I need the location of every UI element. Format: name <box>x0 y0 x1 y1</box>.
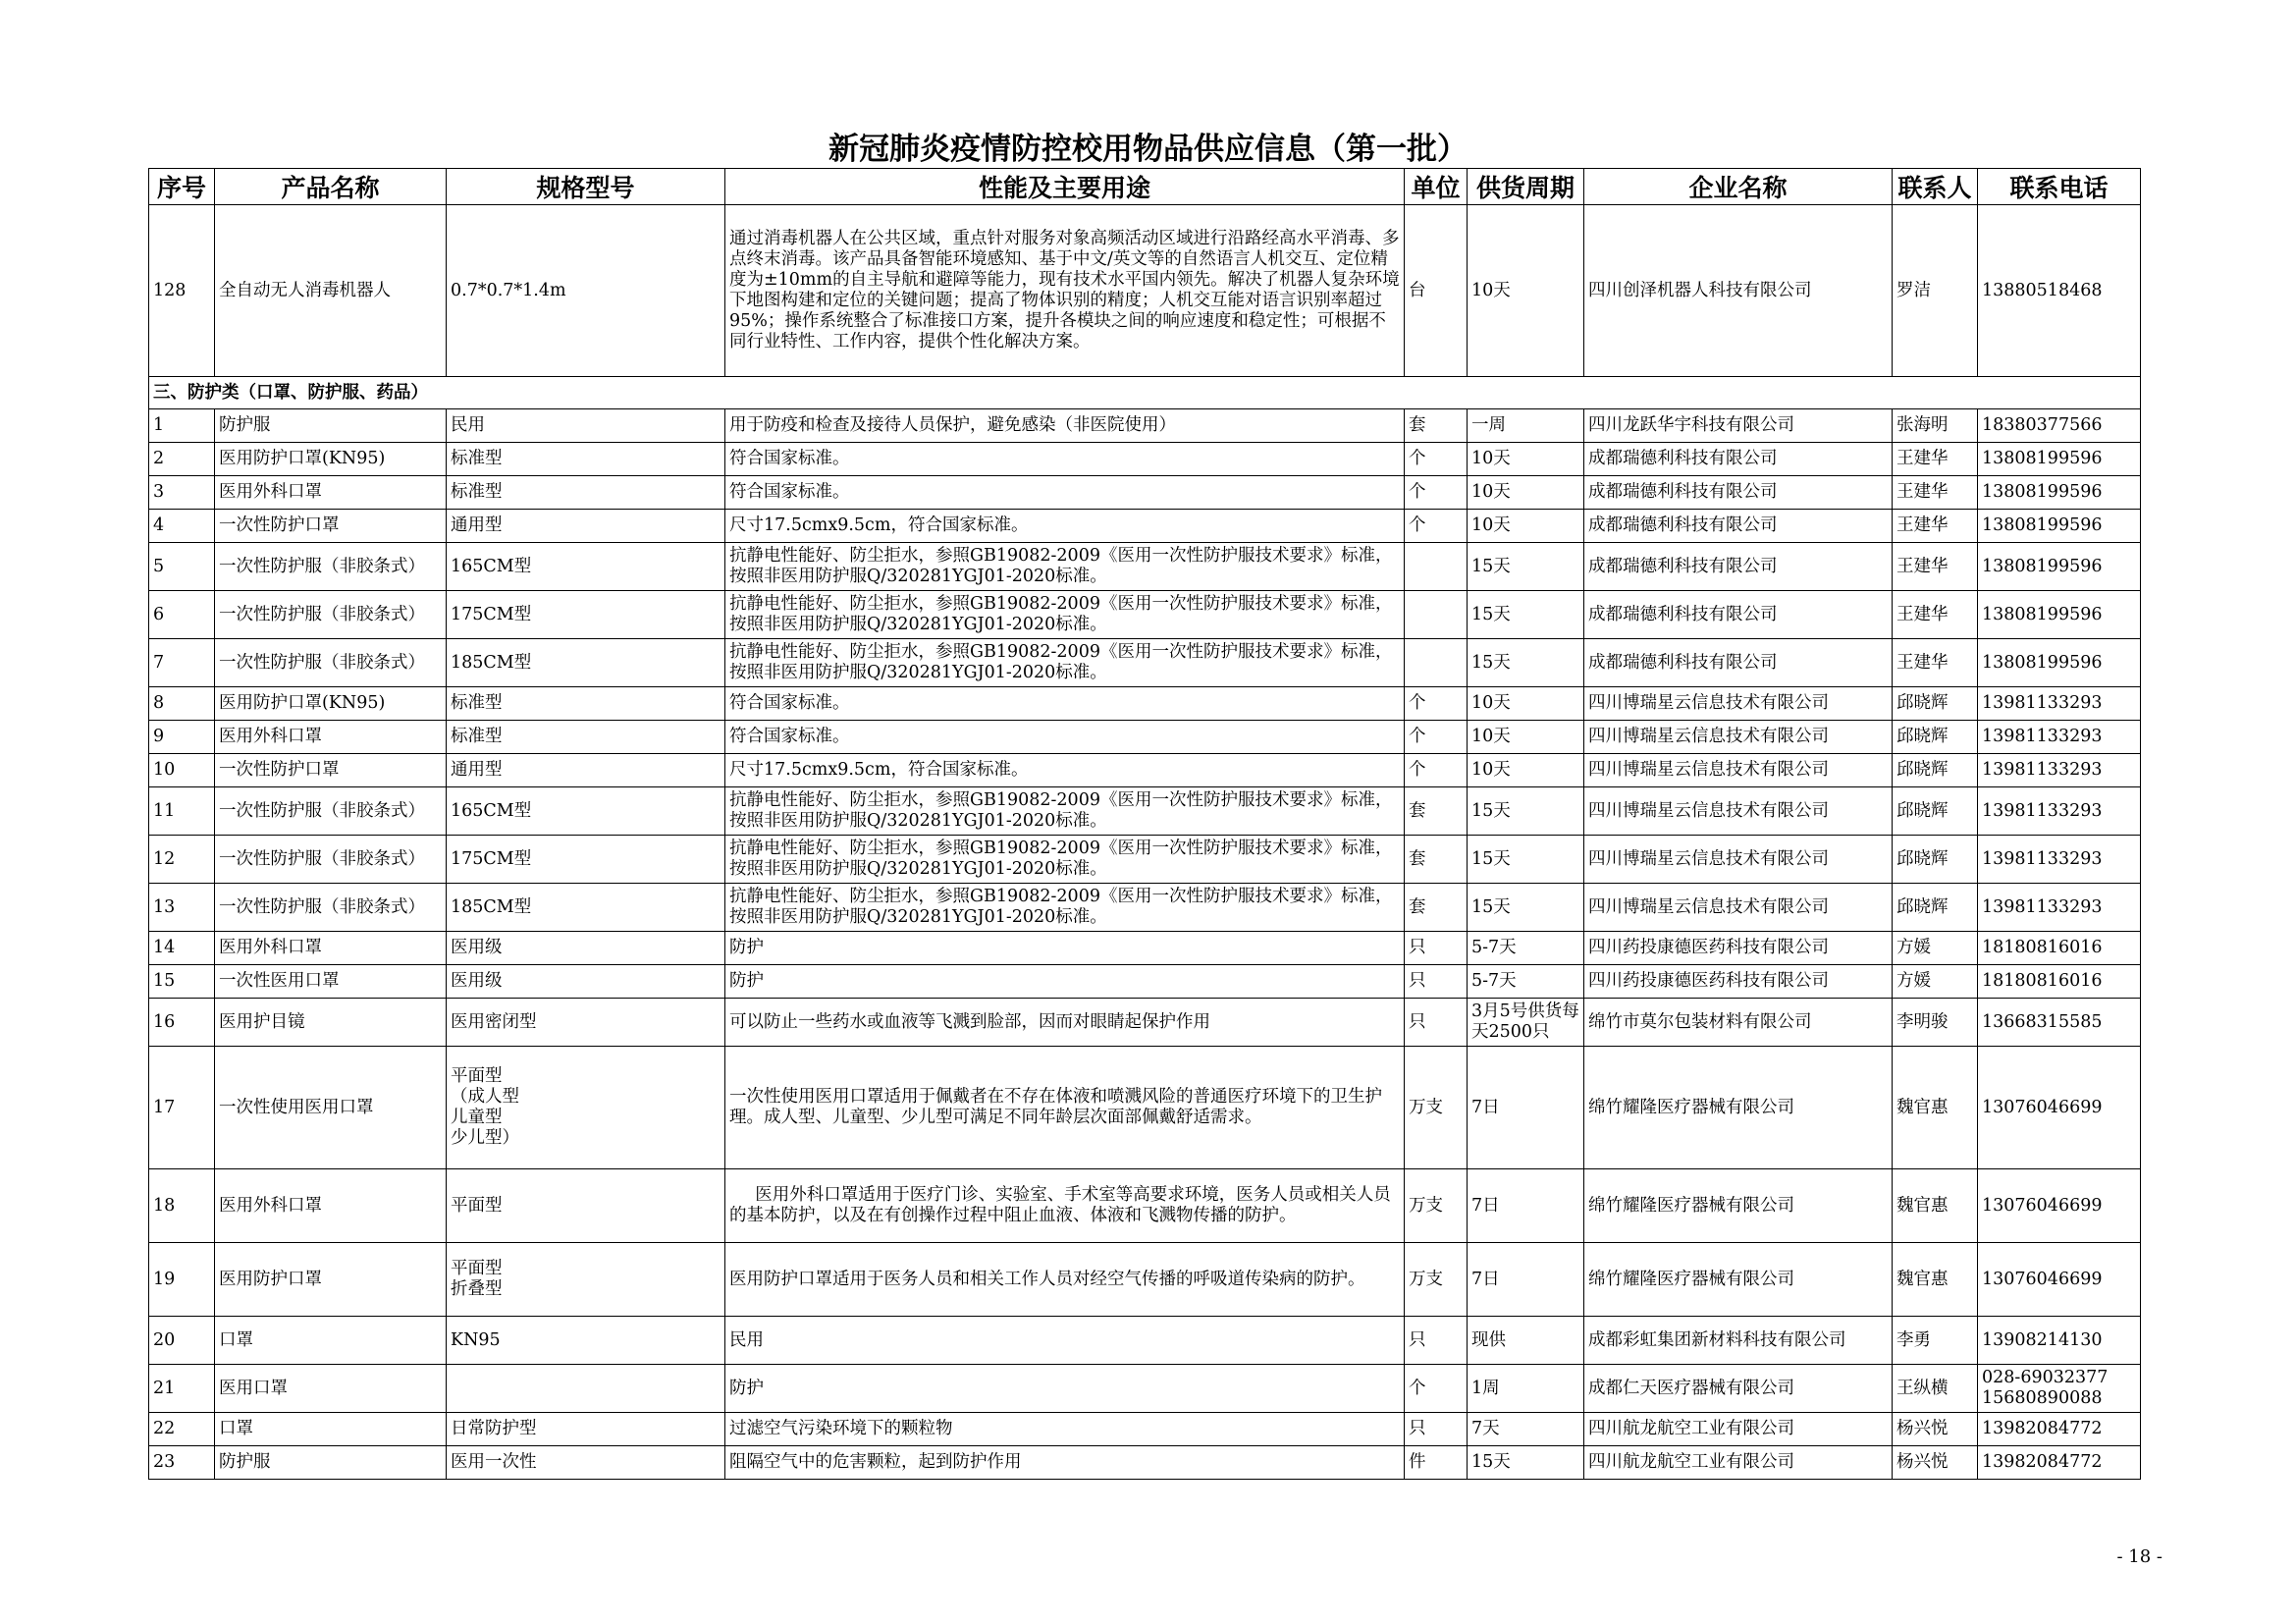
cell-company: 四川创泽机器人科技有限公司 <box>1584 205 1893 377</box>
cell-company: 成都瑞德利科技有限公司 <box>1584 510 1893 543</box>
cell-phone: 028-69032377 15680890088 <box>1978 1365 2141 1413</box>
cell-name: 医用口罩 <box>215 1365 447 1413</box>
cell-contact: 邱晓辉 <box>1893 687 1978 721</box>
cell-name: 口罩 <box>215 1317 447 1365</box>
cell-contact: 罗洁 <box>1893 205 1978 377</box>
cell-no: 22 <box>149 1413 215 1446</box>
cell-contact: 李勇 <box>1893 1317 1978 1365</box>
cell-no: 5 <box>149 543 215 591</box>
table-row <box>149 1047 2141 1169</box>
cell-name: 医用护目镜 <box>215 999 447 1047</box>
cell-company: 四川药投康德医药科技有限公司 <box>1584 932 1893 965</box>
table-row <box>149 639 2141 687</box>
cell-period: 一周 <box>1468 409 1584 443</box>
cell-contact: 王建华 <box>1893 510 1978 543</box>
cell-unit <box>1405 639 1468 687</box>
cell-no: 11 <box>149 787 215 836</box>
cell-phone: 13076046699 <box>1978 1169 2141 1243</box>
cell-phone: 13076046699 <box>1978 1047 2141 1169</box>
cell-no: 23 <box>149 1446 215 1480</box>
cell-company: 成都瑞德利科技有限公司 <box>1584 476 1893 510</box>
cell-name: 一次性防护服（非胶条式） <box>215 543 447 591</box>
cell-usage: 可以防止一些药水或血液等飞溅到脸部，因而对眼睛起保护作用 <box>725 999 1405 1047</box>
cell-spec: 通用型 <box>447 510 725 543</box>
cell-spec: 民用 <box>447 409 725 443</box>
table-row <box>149 721 2141 754</box>
cell-period: 10天 <box>1468 476 1584 510</box>
cell-company: 成都彩虹集团新材料科技有限公司 <box>1584 1317 1893 1365</box>
header-name: 产品名称 <box>215 169 447 205</box>
cell-unit <box>1405 543 1468 591</box>
cell-phone: 13808199596 <box>1978 639 2141 687</box>
cell-spec: 医用级 <box>447 965 725 999</box>
cell-contact: 王建华 <box>1893 591 1978 639</box>
cell-contact: 魏官惠 <box>1893 1047 1978 1169</box>
cell-contact: 邱晓辉 <box>1893 836 1978 884</box>
cell-unit: 个 <box>1405 721 1468 754</box>
cell-no: 1 <box>149 409 215 443</box>
cell-unit: 万支 <box>1405 1243 1468 1317</box>
cell-spec: KN95 <box>447 1317 725 1365</box>
cell-no: 18 <box>149 1169 215 1243</box>
cell-phone: 13808199596 <box>1978 510 2141 543</box>
cell-spec: 175CM型 <box>447 836 725 884</box>
cell-no: 20 <box>149 1317 215 1365</box>
cell-no: 9 <box>149 721 215 754</box>
cell-unit: 只 <box>1405 1413 1468 1446</box>
cell-no: 7 <box>149 639 215 687</box>
cell-phone: 13076046699 <box>1978 1243 2141 1317</box>
cell-spec: 标准型 <box>447 721 725 754</box>
cell-contact: 邱晓辉 <box>1893 754 1978 787</box>
cell-no: 6 <box>149 591 215 639</box>
cell-name: 医用外科口罩 <box>215 1169 447 1243</box>
cell-unit: 只 <box>1405 932 1468 965</box>
cell-contact: 邱晓辉 <box>1893 884 1978 932</box>
cell-usage: 符合国家标准。 <box>725 476 1405 510</box>
cell-company: 四川航龙航空工业有限公司 <box>1584 1413 1893 1446</box>
table-row <box>149 443 2141 476</box>
cell-period: 10天 <box>1468 754 1584 787</box>
cell-spec: 0.7*0.7*1.4m <box>447 205 725 377</box>
cell-phone: 13982084772 <box>1978 1413 2141 1446</box>
cell-spec: 标准型 <box>447 443 725 476</box>
cell-unit: 个 <box>1405 1365 1468 1413</box>
cell-company: 成都仁天医疗器械有限公司 <box>1584 1365 1893 1413</box>
cell-phone: 13808199596 <box>1978 443 2141 476</box>
cell-period: 10天 <box>1468 205 1584 377</box>
cell-unit <box>1405 591 1468 639</box>
cell-no: 10 <box>149 754 215 787</box>
header-spec: 规格型号 <box>447 169 725 205</box>
cell-period: 15天 <box>1468 543 1584 591</box>
cell-unit: 个 <box>1405 754 1468 787</box>
cell-no: 16 <box>149 999 215 1047</box>
cell-unit: 个 <box>1405 443 1468 476</box>
header-contact: 联系人 <box>1893 169 1978 205</box>
header-row <box>149 169 2141 205</box>
cell-usage: 防护 <box>725 1365 1405 1413</box>
cell-unit: 万支 <box>1405 1169 1468 1243</box>
cell-company: 绵竹市莫尔包装材料有限公司 <box>1584 999 1893 1047</box>
cell-usage: 尺寸17.5cmx9.5cm，符合国家标准。 <box>725 510 1405 543</box>
cell-usage: 阻隔空气中的危害颗粒，起到防护作用 <box>725 1446 1405 1480</box>
cell-period: 5-7天 <box>1468 965 1584 999</box>
cell-company: 四川龙跃华宇科技有限公司 <box>1584 409 1893 443</box>
cell-usage: 通过消毒机器人在公共区域，重点针对服务对象高频活动区域进行沿路经高水平消毒、多点终末消毒。该产品具备智能环境感知、基于中文/英文等的自然语言人机交互、定位精度为±10mm的自主导航和避障等能力，现有技术水平国内领先。解决了机器人复杂环境下地图构建和定位的关键问题；提高了物体识别的精度；人机交互能对语言识别率超过95%；操作系统整合了标准接口方案，提升各模块之间的响应速度和稳定性；可根据不同行业特性、工作内容，提供个性化解决方案。 <box>725 205 1405 377</box>
cell-company: 四川博瑞星云信息技术有限公司 <box>1584 884 1893 932</box>
cell-unit: 个 <box>1405 476 1468 510</box>
cell-contact: 邱晓辉 <box>1893 721 1978 754</box>
cell-spec: 175CM型 <box>447 591 725 639</box>
cell-phone: 13981133293 <box>1978 754 2141 787</box>
page-number: - 18 - <box>2116 1546 2163 1567</box>
table-row <box>149 510 2141 543</box>
table-row <box>149 687 2141 721</box>
cell-period: 7日 <box>1468 1169 1584 1243</box>
cell-usage: 医用防护口罩适用于医务人员和相关工作人员对经空气传播的呼吸道传染病的防护。 <box>725 1243 1405 1317</box>
cell-no: 8 <box>149 687 215 721</box>
cell-company: 成都瑞德利科技有限公司 <box>1584 443 1893 476</box>
cell-unit: 台 <box>1405 205 1468 377</box>
cell-period: 15天 <box>1468 639 1584 687</box>
cell-unit: 只 <box>1405 999 1468 1047</box>
cell-phone: 18180816016 <box>1978 965 2141 999</box>
cell-unit: 套 <box>1405 787 1468 836</box>
cell-phone: 13880518468 <box>1978 205 2141 377</box>
cell-company: 四川博瑞星云信息技术有限公司 <box>1584 836 1893 884</box>
table-row <box>149 1413 2141 1446</box>
cell-usage: 抗静电性能好、防尘拒水，参照GB19082-2009《医用一次性防护服技术要求》标准，按照非医用防护服Q/320281YGJ01-2020标准。 <box>725 836 1405 884</box>
header-phone: 联系电话 <box>1978 169 2141 205</box>
cell-no: 128 <box>149 205 215 377</box>
table-row <box>149 965 2141 999</box>
cell-spec: 185CM型 <box>447 639 725 687</box>
cell-unit: 件 <box>1405 1446 1468 1480</box>
cell-phone: 18380377566 <box>1978 409 2141 443</box>
cell-name: 一次性防护服（非胶条式） <box>215 836 447 884</box>
cell-company: 四川航龙航空工业有限公司 <box>1584 1446 1893 1480</box>
cell-period: 10天 <box>1468 443 1584 476</box>
cell-no: 15 <box>149 965 215 999</box>
table-row <box>149 884 2141 932</box>
cell-contact: 方媛 <box>1893 932 1978 965</box>
cell-company: 成都瑞德利科技有限公司 <box>1584 639 1893 687</box>
cell-usage: 抗静电性能好、防尘拒水，参照GB19082-2009《医用一次性防护服技术要求》标准，按照非医用防护服Q/320281YGJ01-2020标准。 <box>725 543 1405 591</box>
cell-phone: 13808199596 <box>1978 543 2141 591</box>
section-title: 三、防护类（口罩、防护服、药品） <box>149 377 2141 409</box>
cell-name: 一次性使用医用口罩 <box>215 1047 447 1169</box>
cell-no: 13 <box>149 884 215 932</box>
cell-contact: 方媛 <box>1893 965 1978 999</box>
cell-company: 四川药投康德医药科技有限公司 <box>1584 965 1893 999</box>
table-row <box>149 836 2141 884</box>
cell-company: 成都瑞德利科技有限公司 <box>1584 591 1893 639</box>
cell-contact: 魏官惠 <box>1893 1243 1978 1317</box>
cell-period: 15天 <box>1468 787 1584 836</box>
cell-name: 一次性防护服（非胶条式） <box>215 884 447 932</box>
cell-name: 口罩 <box>215 1413 447 1446</box>
cell-usage: 民用 <box>725 1317 1405 1365</box>
cell-usage: 抗静电性能好、防尘拒水，参照GB19082-2009《医用一次性防护服技术要求》标准，按照非医用防护服Q/320281YGJ01-2020标准。 <box>725 787 1405 836</box>
cell-usage: 防护 <box>725 965 1405 999</box>
table-row <box>149 1365 2141 1413</box>
cell-phone: 13981133293 <box>1978 884 2141 932</box>
section-row <box>149 377 2141 409</box>
header-usage: 性能及主要用途 <box>725 169 1405 205</box>
cell-usage: 防护 <box>725 932 1405 965</box>
cell-phone: 13981133293 <box>1978 721 2141 754</box>
cell-period: 10天 <box>1468 687 1584 721</box>
cell-unit: 万支 <box>1405 1047 1468 1169</box>
cell-name: 医用防护口罩(KN95) <box>215 687 447 721</box>
table-row <box>149 476 2141 510</box>
cell-contact: 李明骏 <box>1893 999 1978 1047</box>
cell-spec: 平面型 （成人型 儿童型 少儿型） <box>447 1047 725 1169</box>
cell-contact: 王建华 <box>1893 543 1978 591</box>
cell-name: 医用防护口罩 <box>215 1243 447 1317</box>
cell-unit: 个 <box>1405 510 1468 543</box>
header-no: 序号 <box>149 169 215 205</box>
table-row-128 <box>149 205 2141 377</box>
cell-phone: 13981133293 <box>1978 787 2141 836</box>
cell-period: 15天 <box>1468 1446 1584 1480</box>
cell-name: 医用防护口罩(KN95) <box>215 443 447 476</box>
cell-unit: 只 <box>1405 965 1468 999</box>
cell-name: 一次性防护服（非胶条式） <box>215 787 447 836</box>
cell-period: 15天 <box>1468 836 1584 884</box>
cell-period: 5-7天 <box>1468 932 1584 965</box>
cell-usage: 一次性使用医用口罩适用于佩戴者在不存在体液和喷溅风险的普通医疗环境下的卫生护理。成人型、儿童型、少儿型可满足不同年龄层次面部佩戴舒适需求。 <box>725 1047 1405 1169</box>
cell-no: 3 <box>149 476 215 510</box>
cell-contact: 王建华 <box>1893 639 1978 687</box>
cell-spec: 通用型 <box>447 754 725 787</box>
cell-phone: 13908214130 <box>1978 1317 2141 1365</box>
cell-usage: 过滤空气污染环境下的颗粒物 <box>725 1413 1405 1446</box>
cell-name: 防护服 <box>215 409 447 443</box>
cell-company: 四川博瑞星云信息技术有限公司 <box>1584 687 1893 721</box>
cell-period: 1周 <box>1468 1365 1584 1413</box>
cell-name: 医用外科口罩 <box>215 721 447 754</box>
cell-period: 现供 <box>1468 1317 1584 1365</box>
cell-contact: 杨兴悦 <box>1893 1446 1978 1480</box>
cell-usage: 抗静电性能好、防尘拒水，参照GB19082-2009《医用一次性防护服技术要求》标准，按照非医用防护服Q/320281YGJ01-2020标准。 <box>725 591 1405 639</box>
cell-name: 医用外科口罩 <box>215 932 447 965</box>
table-row <box>149 1169 2141 1243</box>
cell-spec: 医用密闭型 <box>447 999 725 1047</box>
cell-phone: 13982084772 <box>1978 1446 2141 1480</box>
cell-spec: 185CM型 <box>447 884 725 932</box>
cell-no: 17 <box>149 1047 215 1169</box>
cell-no: 21 <box>149 1365 215 1413</box>
table-row <box>149 1243 2141 1317</box>
table-row <box>149 591 2141 639</box>
cell-contact: 杨兴悦 <box>1893 1413 1978 1446</box>
cell-period: 10天 <box>1468 721 1584 754</box>
table-row <box>149 1446 2141 1480</box>
cell-contact: 张海明 <box>1893 409 1978 443</box>
cell-usage: 抗静电性能好、防尘拒水，参照GB19082-2009《医用一次性防护服技术要求》标准，按照非医用防护服Q/320281YGJ01-2020标准。 <box>725 884 1405 932</box>
cell-period: 7天 <box>1468 1413 1584 1446</box>
cell-no: 4 <box>149 510 215 543</box>
cell-phone: 13668315585 <box>1978 999 2141 1047</box>
cell-usage: 用于防疫和检查及接待人员保护，避免感染（非医院使用） <box>725 409 1405 443</box>
cell-spec <box>447 1365 725 1413</box>
cell-spec: 标准型 <box>447 687 725 721</box>
cell-name: 一次性防护口罩 <box>215 754 447 787</box>
cell-usage: 符合国家标准。 <box>725 721 1405 754</box>
cell-spec: 日常防护型 <box>447 1413 725 1446</box>
cell-name: 一次性医用口罩 <box>215 965 447 999</box>
table-row <box>149 787 2141 836</box>
table-row <box>149 543 2141 591</box>
cell-period: 7日 <box>1468 1047 1584 1169</box>
cell-contact: 邱晓辉 <box>1893 787 1978 836</box>
cell-spec: 165CM型 <box>447 543 725 591</box>
cell-no: 2 <box>149 443 215 476</box>
cell-spec: 医用一次性 <box>447 1446 725 1480</box>
cell-name: 一次性防护服（非胶条式） <box>215 639 447 687</box>
cell-unit: 套 <box>1405 836 1468 884</box>
header-period: 供货周期 <box>1468 169 1584 205</box>
cell-company: 四川博瑞星云信息技术有限公司 <box>1584 787 1893 836</box>
cell-company: 绵竹耀隆医疗器械有限公司 <box>1584 1047 1893 1169</box>
cell-company: 四川博瑞星云信息技术有限公司 <box>1584 754 1893 787</box>
table-row <box>149 1317 2141 1365</box>
cell-no: 14 <box>149 932 215 965</box>
cell-spec: 平面型 <box>447 1169 725 1243</box>
cell-no: 12 <box>149 836 215 884</box>
cell-name: 全自动无人消毒机器人 <box>215 205 447 377</box>
cell-usage: 抗静电性能好、防尘拒水，参照GB19082-2009《医用一次性防护服技术要求》标准，按照非医用防护服Q/320281YGJ01-2020标准。 <box>725 639 1405 687</box>
cell-company: 成都瑞德利科技有限公司 <box>1584 543 1893 591</box>
cell-company: 绵竹耀隆医疗器械有限公司 <box>1584 1169 1893 1243</box>
cell-contact: 王建华 <box>1893 443 1978 476</box>
cell-unit: 套 <box>1405 884 1468 932</box>
table-row <box>149 999 2141 1047</box>
cell-spec: 医用级 <box>447 932 725 965</box>
table-row <box>149 754 2141 787</box>
cell-unit: 个 <box>1405 687 1468 721</box>
cell-contact: 王建华 <box>1893 476 1978 510</box>
table-row <box>149 409 2141 443</box>
header-company: 企业名称 <box>1584 169 1893 205</box>
cell-phone: 18180816016 <box>1978 932 2141 965</box>
cell-usage: 符合国家标准。 <box>725 687 1405 721</box>
cell-spec: 平面型 折叠型 <box>447 1243 725 1317</box>
cell-spec: 标准型 <box>447 476 725 510</box>
cell-company: 绵竹耀隆医疗器械有限公司 <box>1584 1243 1893 1317</box>
cell-period: 15天 <box>1468 884 1584 932</box>
header-unit: 单位 <box>1405 169 1468 205</box>
cell-no: 19 <box>149 1243 215 1317</box>
cell-phone: 13808199596 <box>1978 591 2141 639</box>
cell-period: 3月5号供货每天2500只 <box>1468 999 1584 1047</box>
document-title: 新冠肺炎疫情防控校用物品供应信息（第一批） <box>828 132 1468 167</box>
cell-unit: 套 <box>1405 409 1468 443</box>
supply-table <box>148 168 2141 1480</box>
cell-phone: 13981133293 <box>1978 836 2141 884</box>
cell-contact: 魏官惠 <box>1893 1169 1978 1243</box>
cell-spec: 165CM型 <box>447 787 725 836</box>
cell-contact: 王纵横 <box>1893 1365 1978 1413</box>
cell-unit: 只 <box>1405 1317 1468 1365</box>
cell-period: 15天 <box>1468 591 1584 639</box>
table-row <box>149 932 2141 965</box>
cell-name: 一次性防护口罩 <box>215 510 447 543</box>
cell-usage: 医用外科口罩适用于医疗门诊、实验室、手术室等高要求环境，医务人员或相关人员的基本防护，以及在有创操作过程中阻止血液、体液和飞溅物传播的防护。 <box>725 1169 1405 1243</box>
cell-phone: 13981133293 <box>1978 687 2141 721</box>
cell-period: 10天 <box>1468 510 1584 543</box>
cell-period: 7日 <box>1468 1243 1584 1317</box>
cell-usage: 尺寸17.5cmx9.5cm，符合国家标准。 <box>725 754 1405 787</box>
cell-name: 防护服 <box>215 1446 447 1480</box>
cell-name: 一次性防护服（非胶条式） <box>215 591 447 639</box>
cell-phone: 13808199596 <box>1978 476 2141 510</box>
cell-name: 医用外科口罩 <box>215 476 447 510</box>
cell-company: 四川博瑞星云信息技术有限公司 <box>1584 721 1893 754</box>
cell-usage: 符合国家标准。 <box>725 443 1405 476</box>
